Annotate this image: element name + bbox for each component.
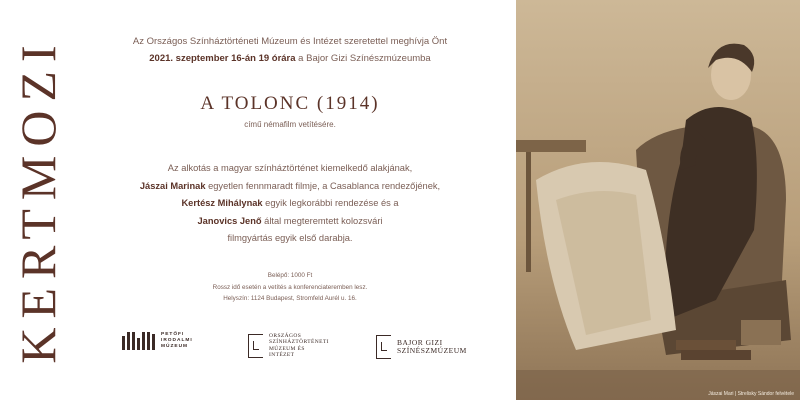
bajor-gizi-logo (376, 335, 467, 359)
pim-logo-mark (122, 332, 155, 350)
film-subtitle: című némafilm vetítésére. (244, 120, 336, 129)
director-name: Kertész Mihálynak (181, 198, 263, 208)
film-description (90, 160, 490, 248)
pim-logo (122, 332, 193, 350)
entry-fee: Belépő: 1000 Ft (267, 272, 313, 279)
actress-name: Jászai Marinak (139, 180, 206, 191)
date-line (90, 53, 490, 64)
sepia-portrait-image (516, 0, 800, 400)
description-line: Jászai Marinak egyetlen fennmaradt filmje, a Casablanca rendezőjének, (139, 180, 441, 191)
bajor-logo-text: BAJOR GIZI SZÍNÉSZMÚZEUM (397, 338, 467, 355)
description-line: Kertész Mihálynak egyik legkorábbi rendezése és a (181, 198, 399, 208)
photo-credit: Jászai Mari | Strelisky Sándor felvétele (708, 391, 794, 397)
film-title: A TOLONC (1914) (200, 93, 380, 114)
portrait-photo (516, 0, 800, 400)
invitation-intro: Az Országos Színháztörténeti Múzeum és Intézet szeretettel meghívja Önt (132, 36, 448, 47)
event-venue-name: a Bajor Gizi Színészmúzeumba (295, 53, 431, 64)
vertical-title (2, 0, 74, 400)
oszmi-logo-mark (248, 334, 263, 358)
event-info (90, 270, 490, 305)
producer-name: Janovics Jenő (197, 215, 262, 226)
event-date: 2021. szeptember 16-án 19 órára (149, 53, 296, 64)
pim-logo-text: PETŐFI IRODALMI MÚZEUM (161, 332, 193, 349)
oszmi-logo-text: ORSZÁGOS SZÍNHÁZTÖRTÉNETI MÚZEUM ÉS INTÉZET (269, 333, 329, 358)
weather-note: Rossz idő esetén a vetítés a konferenciateremben lesz. (212, 283, 368, 291)
description-line: Janovics Jenő által megteremtett kolozsvári (197, 215, 383, 226)
bajor-logo-mark (376, 335, 391, 359)
event-name: KERTMOZI (10, 36, 66, 364)
description-line: filmgyártás egyik első darabja. (227, 233, 353, 243)
venue-address: Helyszín: 1124 Budapest, Stromfeld Aurél u. 16. (223, 295, 357, 302)
description-line: Az alkotás a magyar színháztörténet kiemelkedő alakjának, (167, 163, 413, 173)
oszmi-logo (248, 333, 329, 358)
